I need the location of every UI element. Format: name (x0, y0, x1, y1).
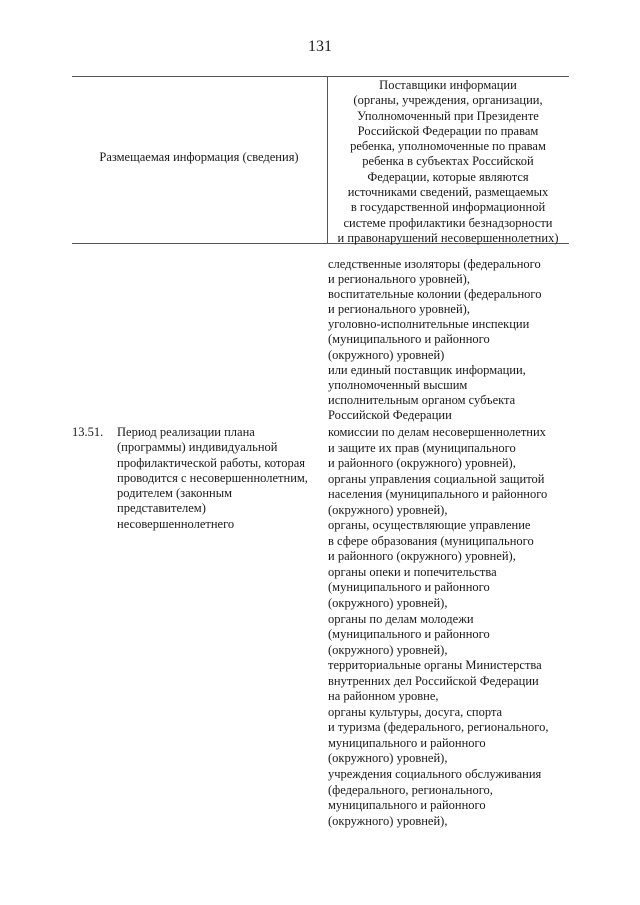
text-line: системе профилактики безнадзорности (343, 215, 553, 230)
text-line: (окружного) уровней), (328, 502, 448, 517)
text-line: территориальные органы Министерства (328, 658, 542, 673)
text-line: исполнительным органом субъекта (328, 392, 516, 407)
row-number: 13.51. (72, 425, 104, 439)
text-line: Поставщики информации (379, 78, 517, 92)
text-line: (окружного) уровней), (328, 642, 448, 657)
row-providers-cell (328, 425, 568, 829)
text-line: (муниципального и районного (328, 627, 490, 642)
text-line: Российской Федерации (328, 407, 452, 422)
text-line: (программы) индивидуальной (117, 440, 278, 455)
text-line: и регионального уровней), (328, 302, 470, 317)
text-line: Федерации, которые являются (367, 169, 529, 184)
text-line: и защите их прав (муниципального (328, 440, 516, 455)
text-line: и районного (окружного) уровней), (328, 549, 516, 564)
text-line: или единый поставщик информации, (328, 362, 526, 377)
text-line: (федерального, регионального, (328, 782, 493, 797)
text-line: (окружного) уровней) (328, 347, 445, 362)
text-line: проводится с несовершеннолетним, (117, 470, 308, 485)
text-line: (органы, учреждения, организации, (353, 93, 543, 108)
text-line: органы опеки и попечительства (328, 564, 497, 579)
text-line: воспитательные колонии (федерального (328, 287, 542, 302)
text-line: (окружного) уровней), (328, 596, 448, 611)
text-line: следственные изоляторы (федерального (328, 257, 541, 271)
row-description-cell (117, 425, 322, 532)
text-line: внутренних дел Российской Федерации (328, 673, 539, 688)
text-line: источниками сведений, размещаемых (347, 185, 549, 200)
text-line: и правонарушений несовершеннолетних) (337, 230, 559, 245)
text-line: муниципального и районного (328, 735, 486, 750)
text-line: в сфере образования (муниципального (328, 533, 534, 548)
text-line: (окружного) уровней), (328, 751, 448, 766)
text-line: ребенка, уполномоченные по правам (350, 139, 546, 154)
text-line: уполномоченный высшим (328, 377, 468, 392)
header-providers-column (328, 78, 568, 246)
text-line: Российской Федерации по правам (357, 123, 539, 138)
text-line: и туризма (федерального, регионального, (328, 720, 549, 735)
text-line: органы по делам молодежи (328, 611, 474, 626)
text-line: (муниципального и районного (328, 332, 490, 347)
text-line: на районном уровне, (328, 689, 439, 704)
text-line: комиссии по делам несовершеннолетних (328, 425, 546, 439)
text-line: населения (муниципального и районного (328, 487, 548, 502)
text-line: органы управления социальной защитой (328, 471, 545, 486)
continuation-providers-cell (328, 257, 568, 423)
text-line: (окружного) уровней), (328, 813, 448, 828)
text-line: в государственной информационной (350, 200, 546, 215)
text-line: профилактической работы, которая (117, 455, 305, 470)
table-header-top-rule (72, 76, 569, 77)
text-line: несовершеннолетнего (117, 516, 235, 531)
page-number: 131 (308, 38, 332, 55)
text-line: Уполномоченный при Президенте (357, 108, 539, 123)
text-line: Период реализации плана (117, 425, 255, 439)
header-info-column: Размещаемая информация (сведения) (99, 150, 299, 164)
text-line: муниципального и районного (328, 798, 486, 813)
text-line: родителем (законным (117, 486, 233, 501)
text-line: и районного (окружного) уровней), (328, 456, 516, 471)
text-line: ребенка в субъектах Российской (362, 154, 534, 169)
text-line: (муниципального и районного (328, 580, 490, 595)
text-line: и регионального уровней), (328, 272, 470, 287)
text-line: учреждения социального обслуживания (328, 767, 542, 782)
text-line: уголовно-исполнительные инспекции (328, 317, 530, 332)
text-line: органы культуры, досуга, спорта (328, 704, 503, 719)
text-line: представителем) (117, 501, 206, 516)
text-line: органы, осуществляющие управление (328, 518, 531, 533)
